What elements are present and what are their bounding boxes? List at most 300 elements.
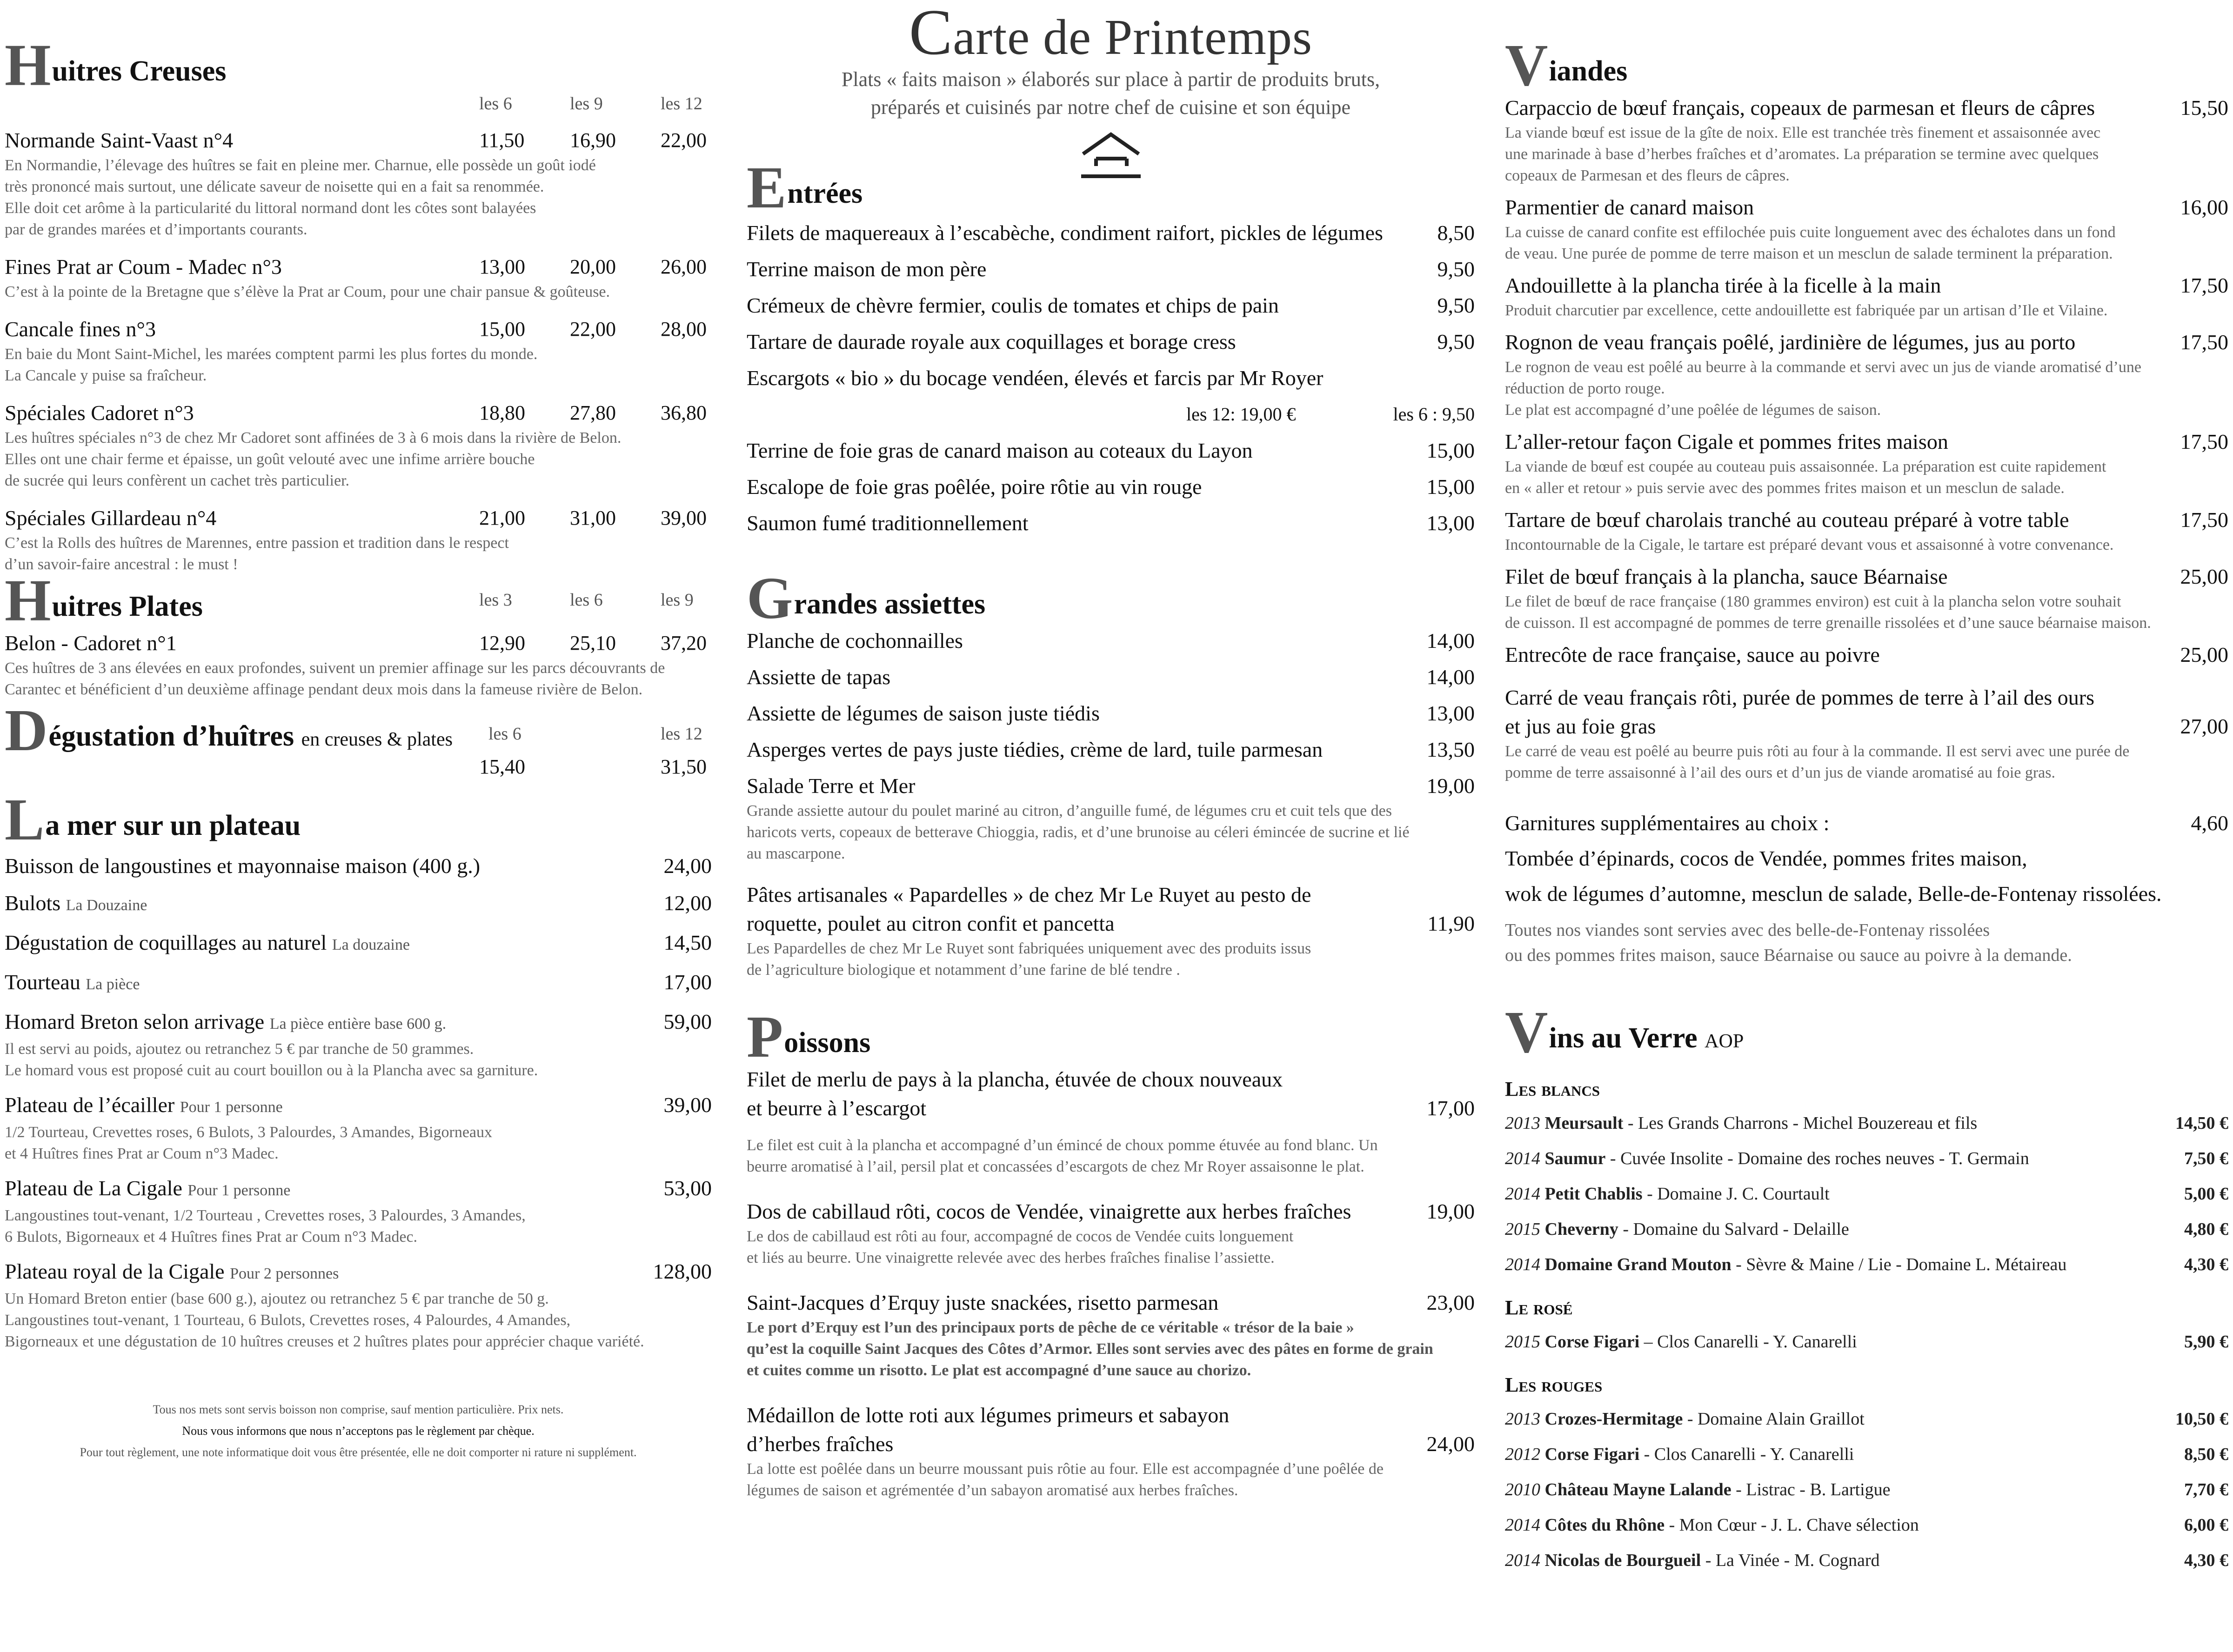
plateau-item-price: 14,50 bbox=[663, 931, 712, 954]
menu-header bbox=[747, 0, 1475, 183]
plateau-item-name: Dégustation de coquillages au naturel La douzaine bbox=[5, 931, 410, 954]
poisson-price: 23,00 bbox=[1426, 1291, 1475, 1314]
viandes-heading-text: iandes bbox=[1549, 55, 1628, 87]
poisson-name: Filet de merlu de pays à la plancha, étuvée de choux nouveaux bbox=[747, 1067, 1283, 1091]
huitres-creuses-description: par de grandes marées et d’importants courants. bbox=[5, 221, 308, 238]
plateau-item-note: Pour 1 personne bbox=[180, 1099, 283, 1116]
entree-item bbox=[747, 291, 1475, 327]
viande-description: Le rognon de veau est poêlé au beurre à la commande et servi avec un jus de viande aromatisé d’une bbox=[1505, 359, 2141, 376]
vins-heading-text: ins au Verre bbox=[1549, 1022, 1698, 1054]
viande-description: Le filet de bœuf de race française (180 grammes environ) est cuit à la plancha selon votre souhait bbox=[1505, 593, 2121, 610]
poisson-name: Dos de cabillaud rôti, cocos de Vendée, vinaigrette aux herbes fraîches bbox=[747, 1199, 1351, 1223]
entree-price: 9,50 bbox=[1437, 257, 1475, 281]
huitres-plates-price: 25,10 bbox=[570, 632, 616, 654]
plateau-item-price: 17,00 bbox=[663, 970, 712, 994]
wine-name: Nicolas de Bourgueil bbox=[1544, 1551, 1701, 1570]
wine-row bbox=[1505, 1507, 2228, 1543]
wine-year: 2013 bbox=[1505, 1409, 1540, 1429]
wine-price: 7,70 € bbox=[2184, 1480, 2228, 1499]
huitres-creuses-price: 18,80 bbox=[479, 401, 525, 424]
entrees-heading-text: ntrées bbox=[787, 178, 863, 209]
poisson-name: et beurre à l’escargot bbox=[747, 1096, 927, 1120]
huitres-creuses-name: Spéciales Cadoret n°3 bbox=[5, 401, 194, 425]
entree-name: Terrine maison de mon père bbox=[747, 257, 987, 281]
wine-category: Le rosé bbox=[1505, 1296, 1573, 1319]
huitres-creuses-price: 28,00 bbox=[661, 318, 707, 340]
plateau-item-note: Pour 2 personnes bbox=[230, 1265, 339, 1282]
escargot-price-6: les 6 : 9,50 bbox=[1393, 404, 1475, 425]
wine-category: Les rouges bbox=[1505, 1373, 1603, 1396]
viande-price: 17,50 bbox=[2180, 273, 2228, 297]
huitres-creuses-description: En Normandie, l’élevage des huîtres se fait en pleine mer. Charnue, elle possède un goût iodé bbox=[5, 157, 596, 174]
huitres-creuses-description: Elles ont une chair ferme et épaisse, un goût velouté avec une infime arrière bouche bbox=[5, 451, 535, 468]
wine-detail: - Cuvée Insolite - Domaine des roches neuves - T. Germain bbox=[1605, 1149, 2029, 1168]
plateau-item-price: 59,00 bbox=[663, 1010, 712, 1033]
degustation-col-1: les 12 bbox=[661, 724, 702, 744]
huitres-creuses-price: 26,00 bbox=[661, 255, 707, 278]
plateau-item bbox=[5, 1257, 712, 1352]
plateau-item-name: Buisson de langoustines et mayonnaise maison (400 g.) bbox=[5, 854, 481, 878]
viande-item bbox=[1505, 93, 2228, 187]
plateau-heading-initial: L bbox=[5, 786, 45, 853]
viande-item bbox=[1505, 328, 2228, 421]
huitres-plates-col-0: les 3 bbox=[479, 590, 512, 610]
huitres-creuses-description: de sucrée qui leurs confèrent un cachet très particulier. bbox=[5, 472, 350, 489]
grande-assiette-name: Asperges vertes de pays juste tiédies, crème de lard, tuile parmesan bbox=[747, 738, 1323, 761]
wine-price: 5,90 € bbox=[2184, 1332, 2228, 1352]
viande-item bbox=[1505, 506, 2228, 556]
plateau-item bbox=[5, 889, 712, 920]
entree-item bbox=[747, 327, 1475, 364]
viande-price: 25,00 bbox=[2180, 643, 2228, 666]
entree-name: Escalope de foie gras poêlée, poire rôtie au vin rouge bbox=[747, 475, 1202, 499]
entree-name: Filets de maquereaux à l’escabèche, condiment raifort, pickles de légumes bbox=[747, 221, 1383, 245]
huitres-plates-description: Ces huîtres de 3 ans élevées en eaux profondes, suivent un premier affinage sur les parcs découvrants de bbox=[5, 659, 665, 677]
huitres-creuses-description: Elle doit cet arôme à la particularité du littoral normand dont les côtes sont balayées bbox=[5, 200, 536, 217]
viande-description: de veau. Une purée de pomme de terre maison et un mesclun de salade terminent la préparation. bbox=[1505, 245, 2113, 262]
entrees-heading bbox=[747, 154, 1475, 220]
poissons-heading-text: oissons bbox=[784, 1027, 871, 1059]
escargot-price-12: les 12: 19,00 € bbox=[1186, 404, 1296, 425]
huitres-plates-col-1: les 6 bbox=[570, 590, 603, 610]
poisson-price: 19,00 bbox=[1426, 1199, 1475, 1223]
viande-name: Carré de veau français rôti, purée de pommes de terre à l’ail des ours bbox=[1505, 686, 2094, 709]
wine-detail: - Domaine Alain Graillot bbox=[1683, 1409, 1865, 1429]
poissons-heading bbox=[747, 1004, 1475, 1070]
viandes-heading bbox=[1505, 32, 2228, 98]
plateau-item-description: Bigorneaux et une dégustation de 10 huîtres creuses et 2 huîtres plates pour apprécier chaque variété. bbox=[5, 1333, 644, 1350]
huitres-creuses-price: 36,80 bbox=[661, 401, 707, 424]
huitres-creuses-price: 31,00 bbox=[570, 506, 616, 529]
viande-description: une marinade à base d’herbes fraîches et d’aromates. La préparation se termine avec quelques bbox=[1505, 146, 2099, 163]
viande-price: 17,50 bbox=[2180, 508, 2228, 532]
huitres-creuses-description: d’un savoir-faire ancestral : le must ! bbox=[5, 556, 238, 573]
plateau-item-note: La douzaine bbox=[332, 936, 410, 953]
poisson-item bbox=[747, 1197, 1475, 1269]
huitres-creuses-name: Fines Prat ar Coum - Madec n°3 bbox=[5, 255, 282, 279]
entree-name: Terrine de foie gras de canard maison au coteaux du Layon bbox=[747, 439, 1253, 462]
viande-description: copeaux de Parmesan et des fleurs de câpres. bbox=[1505, 167, 1790, 184]
plateau-item-note: La pièce entière base 600 g. bbox=[269, 1015, 447, 1032]
wine-detail: - Les Grands Charrons - Michel Bouzereau et fils bbox=[1623, 1113, 1978, 1133]
garnitures-list-1: Tombée d’épinards, cocos de Vendée, pommes frites maison, bbox=[1505, 846, 2027, 870]
huitres-creuses-price: 20,00 bbox=[570, 255, 616, 278]
salade-description: haricots verts, copeaux de betterave Chioggia, radis, et d’une brunoise au céleri émincée de sucrine et lié bbox=[747, 824, 1410, 841]
entree-price: 8,50 bbox=[1437, 221, 1475, 245]
viande-item bbox=[1505, 427, 2228, 499]
poisson-price: 17,00 bbox=[1426, 1096, 1475, 1120]
plateau-item-price: 24,00 bbox=[663, 854, 712, 878]
wine-detail: - Domaine J. C. Courtault bbox=[1642, 1184, 1830, 1204]
plateau-item bbox=[5, 1007, 712, 1081]
garnitures-item bbox=[1505, 809, 2228, 838]
grande-assiette-price: 13,00 bbox=[1426, 701, 1475, 725]
wine-name: Petit Chablis bbox=[1544, 1184, 1643, 1204]
plateau-item bbox=[5, 1174, 712, 1248]
salade-description: Grande assiette autour du poulet mariné au citron, d’anguille fumé, de légumes cru et cuit tels que des bbox=[747, 802, 1392, 819]
plateau-item-description: 6 Bulots, Bigorneaux et 4 Huîtres fines Prat ar Coum n°3 Madec. bbox=[5, 1228, 418, 1246]
pates-name-2: roquette, poulet au citron confit et pancetta bbox=[747, 912, 1115, 935]
huitres-plates-heading-text: uitres Plates bbox=[52, 591, 203, 622]
plateau-item-note: La Douzaine bbox=[66, 897, 147, 914]
wine-price: 6,00 € bbox=[2184, 1515, 2228, 1535]
huitres-creuses-col-1: les 9 bbox=[570, 94, 603, 113]
huitres-creuses-column-headers bbox=[5, 93, 712, 126]
viande-price: 27,00 bbox=[2180, 714, 2228, 738]
entree-name: Escargots « bio » du bocage vendéen, élevés et farcis par Mr Royer bbox=[747, 366, 1324, 390]
plateau-item-price: 53,00 bbox=[663, 1176, 712, 1200]
entree-item bbox=[747, 219, 1475, 255]
entree-price: 15,00 bbox=[1426, 439, 1475, 462]
plateau-item-price: 128,00 bbox=[653, 1259, 712, 1283]
viande-description: pomme de terre assaisonné à l’ail des ours et d’un jus de viande aromatisé au foie gras. bbox=[1505, 764, 2055, 781]
huitres-creuses-heading-initial: H bbox=[5, 32, 51, 98]
entree-item bbox=[747, 364, 1475, 400]
plateau-item bbox=[5, 928, 712, 959]
grande-assiette-price: 13,50 bbox=[1426, 738, 1475, 761]
plateau-item-name: Plateau royal de la Cigale Pour 2 personnes bbox=[5, 1259, 339, 1283]
plateau-item-description: Langoustines tout-venant, 1/2 Tourteau , Crevettes roses, 3 Palourdes, 3 Amandes, bbox=[5, 1207, 526, 1224]
huitres-plates-item bbox=[5, 629, 712, 700]
huitres-creuses-price: 15,00 bbox=[479, 318, 525, 340]
huitres-creuses-heading bbox=[5, 32, 712, 98]
pates-description: Les Papardelles de chez Mr Le Ruyet sont fabriquées uniquement avec des produits issus bbox=[747, 940, 1311, 957]
wine-price: 4,80 € bbox=[2184, 1219, 2228, 1239]
poisson-item bbox=[747, 1065, 1475, 1178]
poisson-description: La lotte est poêlée dans un beurre moussant puis rôtie au four. Elle est accompagnée d’une poêlée de bbox=[747, 1460, 1384, 1478]
plateau-item-name: Tourteau La pièce bbox=[5, 970, 140, 994]
wine-row bbox=[1505, 1472, 2228, 1507]
poisson-name: d’herbes fraîches bbox=[747, 1432, 894, 1456]
degustation-price: 31,50 bbox=[661, 755, 707, 778]
footer-line: Nous vous informons que nous n’acceptons pas le règlement par chèque. bbox=[182, 1424, 535, 1438]
poisson-description: Le port d’Erquy est l’un des principaux ports de pêche de ce véritable « trésor de la baie » bbox=[747, 1319, 1354, 1336]
viande-item bbox=[1505, 562, 2228, 634]
degustation-heading-sub: en creuses & plates bbox=[301, 729, 453, 750]
plateau-item-description: Le homard vous est proposé cuit au court bouillon ou à la Plancha avec sa garniture. bbox=[5, 1062, 538, 1079]
huitres-creuses-price: 39,00 bbox=[661, 506, 707, 529]
plateau-item bbox=[5, 1091, 712, 1165]
grande-assiette-price: 14,00 bbox=[1426, 665, 1475, 689]
entree-name: Tartare de daurade royale aux coquillages et borage cress bbox=[747, 330, 1236, 353]
huitres-creuses-item bbox=[5, 504, 712, 575]
wine-name: Corse Figari bbox=[1544, 1332, 1640, 1352]
grande-assiette-name: Assiette de tapas bbox=[747, 665, 891, 689]
huitres-creuses-price: 27,80 bbox=[570, 401, 616, 424]
plateau-item-name: Plateau de La Cigale Pour 1 personne bbox=[5, 1176, 291, 1200]
plateau-item-note: Pour 1 personne bbox=[187, 1182, 291, 1199]
wine-year: 2012 bbox=[1505, 1445, 1540, 1464]
viande-description: Le carré de veau est poêlé au beurre puis rôti au four à la commande. Il est servi avec une purée de bbox=[1505, 743, 2130, 760]
wine-row bbox=[1505, 1212, 2228, 1247]
wine-row bbox=[1505, 1141, 2228, 1176]
wine-year: 2014 bbox=[1505, 1149, 1540, 1168]
viande-item bbox=[1505, 640, 2228, 669]
huitres-creuses-price: 21,00 bbox=[479, 506, 525, 529]
wine-row bbox=[1505, 1324, 2228, 1359]
viande-description: Incontournable de la Cigale, le tartare est préparé devant vous et assaisonné à votre convenance. bbox=[1505, 536, 2114, 553]
wine-detail: - La Vinée - M. Cognard bbox=[1701, 1551, 1880, 1570]
wine-detail: – Clos Canarelli - Y. Canarelli bbox=[1639, 1332, 1857, 1352]
wine-detail: - Listrac - B. Lartigue bbox=[1731, 1480, 1891, 1499]
wine-year: 2013 bbox=[1505, 1113, 1540, 1133]
wine-year: 2010 bbox=[1505, 1480, 1540, 1499]
menu-title: Carte de Printemps bbox=[909, 0, 1313, 68]
entree-item bbox=[747, 436, 1475, 473]
huitres-creuses-price: 13,00 bbox=[479, 255, 525, 278]
viande-price: 25,00 bbox=[2180, 565, 2228, 588]
huitres-creuses-col-2: les 12 bbox=[661, 94, 702, 113]
viande-item bbox=[1505, 271, 2228, 321]
huitres-creuses-name: Cancale fines n°3 bbox=[5, 317, 156, 341]
wine-detail: - Sèvre & Maine / Lie - Domaine L. Métaireau bbox=[1731, 1255, 2067, 1274]
wine-year: 2015 bbox=[1505, 1219, 1540, 1239]
poisson-price: 24,00 bbox=[1426, 1432, 1475, 1456]
wine-year: 2015 bbox=[1505, 1332, 1540, 1352]
viande-price: 16,00 bbox=[2180, 195, 2228, 219]
wine-price: 5,00 € bbox=[2184, 1184, 2228, 1204]
wine-price: 10,50 € bbox=[2175, 1409, 2228, 1429]
entree-price: 9,50 bbox=[1437, 293, 1475, 317]
wine-name: Côtes du Rhône bbox=[1544, 1515, 1665, 1535]
wine-row bbox=[1505, 1543, 2228, 1578]
huitres-creuses-price: 22,00 bbox=[661, 129, 707, 152]
poisson-description: Le filet est cuit à la plancha et accompagné d’un émincé de choux pomme étuvée au fond blanc. Un bbox=[747, 1137, 1378, 1154]
plateau-item-description: Il est servi au poids, ajoutez ou retranchez 5 € par tranche de 50 grammes. bbox=[5, 1040, 474, 1058]
degustation-price: 15,40 bbox=[479, 755, 525, 778]
huitres-plates-price: 12,90 bbox=[479, 632, 525, 654]
plateau-item-description: et 4 Huîtres fines Prat ar Coum n°3 Madec. bbox=[5, 1145, 279, 1162]
wine-name: Domaine Grand Mouton bbox=[1544, 1255, 1732, 1274]
plateau-item bbox=[5, 968, 712, 999]
entrees-heading-initial: E bbox=[747, 154, 787, 220]
wine-name: Cheverny bbox=[1544, 1219, 1618, 1239]
plateau-item-name: Bulots La Douzaine bbox=[5, 891, 147, 915]
huitres-creuses-col-0: les 6 bbox=[479, 94, 512, 113]
wine-row bbox=[1505, 1106, 2228, 1141]
huitres-creuses-name: Normande Saint-Vaast n°4 bbox=[5, 128, 234, 152]
grande-assiette-name: Assiette de légumes de saison juste tiédis bbox=[747, 701, 1100, 725]
viande-item bbox=[1505, 193, 2228, 265]
poisson-description: qu’est la coquille Saint Jacques des Côtes d’Armor. Elles sont servies avec des pâtes en forme de grain bbox=[747, 1340, 1433, 1358]
grande-assiette-item bbox=[747, 663, 1475, 699]
viande-price: 17,50 bbox=[2180, 330, 2228, 354]
wine-year: 2014 bbox=[1505, 1515, 1540, 1535]
wine-category: Les blancs bbox=[1505, 1078, 1600, 1100]
footer-line: Pour tout règlement, une note informatique doit vous être présentée, elle ne doit comporter ni rature ni supplément. bbox=[80, 1446, 637, 1459]
huitres-creuses-description: C’est à la pointe de la Bretagne que s’élève la Prat ar Coum, pour une chair pansue & goûteuse. bbox=[5, 283, 610, 300]
grande-assiette-name: Planche de cochonnailles bbox=[747, 629, 963, 653]
pates-price: 11,90 bbox=[1427, 912, 1475, 935]
grandes-assiettes-heading-initial: G bbox=[747, 565, 793, 631]
degustation-block bbox=[5, 697, 712, 763]
plateau-item-name: Plateau de l’écailler Pour 1 personne bbox=[5, 1093, 283, 1117]
wine-name: Corse Figari bbox=[1544, 1445, 1640, 1464]
huitres-creuses-description: très prononcé mais surtout, une délicate saveur de noisette qui en a fait sa renommée. bbox=[5, 178, 544, 195]
poisson-item bbox=[747, 1288, 1475, 1381]
entree-item bbox=[747, 255, 1475, 291]
viande-description: La viande de bœuf est coupée au couteau puis assaisonnée. La préparation est cuite rapidement bbox=[1505, 458, 2106, 475]
wine-name: Crozes-Hermitage bbox=[1544, 1409, 1683, 1429]
entree-name: Saumon fumé traditionnellement bbox=[747, 511, 1029, 535]
wine-price: 4,30 € bbox=[2184, 1255, 2228, 1274]
entree-price: 9,50 bbox=[1437, 330, 1475, 353]
viande-description: La cuisse de canard confite est effilochée puis cuite longuement avec des échalotes dans un fond bbox=[1505, 224, 2116, 241]
poisson-description: légumes de saison et agrémentée d’un sabayon aromatisé aux herbes fraîches. bbox=[747, 1482, 1238, 1499]
vins-heading-initial: V bbox=[1505, 999, 1548, 1065]
huitres-plates-name: Belon - Cadoret n°1 bbox=[5, 631, 177, 655]
viande-name: Parmentier de canard maison bbox=[1505, 195, 1754, 219]
escargot-prices bbox=[747, 400, 1475, 436]
pates-item bbox=[747, 880, 1475, 938]
poisson-name: Médaillon de lotte roti aux légumes primeurs et sabayon bbox=[747, 1403, 1230, 1427]
viande-description: de cuisson. Il est accompagné de pommes de terre grenaille rissolées et d’une sauce béarnaise maison. bbox=[1505, 614, 2151, 632]
viandes-note: ou des pommes frites maison, sauce Béarnaise ou sauce au poivre à la demande. bbox=[1505, 946, 2072, 965]
huitres-plates-heading-initial: H bbox=[5, 567, 51, 633]
plateau-heading-text: a mer sur un plateau bbox=[45, 810, 301, 841]
huitres-creuses-price: 16,90 bbox=[570, 129, 616, 152]
huitres-creuses-price: 11,50 bbox=[479, 129, 525, 152]
plateau-item-description: Langoustines tout-venant, 1 Tourteau, 6 Bulots, Crevettes roses, 4 Palourdes, 4 Amandes, bbox=[5, 1312, 571, 1329]
grande-assiette-price: 14,00 bbox=[1426, 629, 1475, 653]
entree-price: 15,00 bbox=[1426, 475, 1475, 499]
viande-name: Rognon de veau français poêlé, jardinière de légumes, jus au porto bbox=[1505, 330, 2076, 354]
huitres-creuses-description: C’est la Rolls des huîtres de Marennes, entre passion et tradition dans le respect bbox=[5, 534, 509, 552]
plateau-item-note: La pièce bbox=[86, 976, 140, 993]
wine-year: 2014 bbox=[1505, 1551, 1540, 1570]
wine-name: Château Mayne Lalande bbox=[1544, 1480, 1732, 1499]
wine-row bbox=[1505, 1437, 2228, 1472]
wine-detail: - Clos Canarelli - Y. Canarelli bbox=[1639, 1445, 1854, 1464]
huitres-creuses-item bbox=[5, 399, 712, 492]
viandes-note: Toutes nos viandes sont servies avec des belle-de-Fontenay rissolées bbox=[1505, 920, 1990, 940]
grande-assiette-name: Salade Terre et Mer bbox=[747, 774, 916, 798]
huitres-creuses-description: En baie du Mont Saint-Michel, les marées comptent parmi les plus fortes du monde. bbox=[5, 346, 538, 363]
plateau-item-price: 39,00 bbox=[663, 1093, 712, 1117]
huitres-creuses-price: 22,00 bbox=[570, 318, 616, 340]
viande-description: Le plat est accompagné d’une poêlée de légumes de saison. bbox=[1505, 401, 1881, 419]
grandes-assiettes-heading-text: randes assiettes bbox=[794, 588, 986, 620]
pates-name-1: Pâtes artisanales « Papardelles » de chez Mr Le Ruyet au pesto de bbox=[747, 883, 1311, 906]
wine-detail: - Domaine du Salvard - Delaille bbox=[1618, 1219, 1849, 1239]
viande-description: Produit charcutier par excellence, cette andouillette est fabriquée par un artisan d’Ile et Vilaine. bbox=[1505, 302, 2108, 319]
degustation-heading-initial: D bbox=[5, 697, 48, 763]
viande-name: Andouillette à la plancha tirée à la ficelle à la main bbox=[1505, 273, 1941, 297]
wine-year: 2014 bbox=[1505, 1184, 1540, 1204]
pates-description: de l’agriculture biologique et notamment d’une farine de blé tendre . bbox=[747, 961, 1180, 979]
menu-subtitle-line-1: Plats « faits maison » élaborés sur place à partir de produits bruts, bbox=[841, 68, 1380, 91]
poisson-name: Saint-Jacques d’Erquy juste snackées, risetto parmesan bbox=[747, 1291, 1219, 1314]
entree-name: Crémeux de chèvre fermier, coulis de tomates et chips de pain bbox=[747, 293, 1279, 317]
wine-detail: - Mon Cœur - J. L. Chave sélection bbox=[1665, 1515, 1919, 1535]
grande-assiette-item bbox=[747, 699, 1475, 735]
wine-row bbox=[1505, 1247, 2228, 1282]
huitres-plates-description: Carantec et bénéficient d’un deuxième affinage pendant deux mois dans la fameuse rivière de Belon. bbox=[5, 681, 643, 698]
grande-assiette-item bbox=[747, 626, 1475, 663]
wine-price: 4,30 € bbox=[2184, 1551, 2228, 1570]
poisson-description: et liés au beurre. Une vinaigrette relevée avec des herbes fraîches finalise l’assiette. bbox=[747, 1249, 1275, 1266]
poissons-heading-initial: P bbox=[747, 1004, 783, 1070]
plateau-item-name: Homard Breton selon arrivage La pièce entière base 600 g. bbox=[5, 1010, 447, 1033]
grande-assiette-item bbox=[747, 735, 1475, 772]
huitres-creuses-description: Les huîtres spéciales n°3 de chez Mr Cadoret sont affinées de 3 à 6 mois dans la rivière de Belon. bbox=[5, 429, 622, 446]
degustation-col-0: les 6 bbox=[488, 724, 521, 744]
garnitures-label: Garnitures supplémentaires au choix : bbox=[1505, 811, 1830, 835]
viande-description: La viande bœuf est issue de la gîte de noix. Elle est tranchée très finement et assaisonnée avec bbox=[1505, 124, 2101, 141]
huitres-creuses-item bbox=[5, 315, 712, 386]
huitres-creuses-heading-text: uitres Creuses bbox=[52, 55, 227, 87]
viande-name: Entrecôte de race française, sauce au poivre bbox=[1505, 643, 1880, 666]
plateau-heading bbox=[5, 786, 712, 853]
vins-heading bbox=[1505, 999, 2228, 1065]
huitres-plates-price: 37,20 bbox=[661, 632, 707, 654]
wine-price: 7,50 € bbox=[2184, 1149, 2228, 1168]
viande-name: et jus au foie gras bbox=[1505, 714, 1656, 738]
entree-price: 13,00 bbox=[1426, 511, 1475, 535]
poisson-item bbox=[747, 1401, 1475, 1501]
viande-item bbox=[1505, 683, 2228, 784]
poisson-description: beurre aromatisé à l’ail, persil plat et concassées d’escargots de chez Mr Royer assaisonne le plat. bbox=[747, 1158, 1364, 1175]
grandes-assiettes-heading bbox=[747, 565, 1475, 631]
wine-price: 8,50 € bbox=[2184, 1445, 2228, 1464]
huitres-plates-col-2: les 9 bbox=[661, 590, 694, 610]
viande-price: 15,50 bbox=[2180, 96, 2228, 120]
wine-row bbox=[1505, 1176, 2228, 1212]
viande-description: réduction de porto rouge. bbox=[1505, 380, 1665, 397]
viande-name: Filet de bœuf français à la plancha, sauce Béarnaise bbox=[1505, 565, 1948, 588]
wine-name: Meursault bbox=[1544, 1113, 1624, 1133]
wine-row bbox=[1505, 1401, 2228, 1437]
huitres-plates-heading bbox=[5, 567, 712, 633]
viande-price: 17,50 bbox=[2180, 430, 2228, 453]
plateau-item bbox=[5, 852, 712, 880]
garnitures-list-2: wok de légumes d’automne, mesclun de salade, Belle-de-Fontenay rissolées. bbox=[1505, 882, 2162, 906]
vins-heading-sub: AOP bbox=[1705, 1031, 1744, 1052]
plateau-item-description: 1/2 Tourteau, Crevettes roses, 6 Bulots, 3 Palourdes, 3 Amandes, Bigorneaux bbox=[5, 1124, 493, 1141]
garnitures-price: 4,60 bbox=[2191, 811, 2228, 835]
viande-name: Tartare de bœuf charolais tranché au couteau préparé à votre table bbox=[1505, 508, 2069, 532]
salade-description: au mascarpone. bbox=[747, 845, 845, 862]
footer-line: Tous nos mets sont servis boisson non comprise, sauf mention particulière. Prix nets. bbox=[153, 1403, 564, 1416]
viande-name: L’aller-retour façon Cigale et pommes frites maison bbox=[1505, 430, 1948, 453]
viandes-heading-initial: V bbox=[1505, 32, 1548, 98]
wine-name: Saumur bbox=[1544, 1149, 1606, 1168]
footer-notes bbox=[5, 1399, 712, 1463]
grande-assiette-price: 19,00 bbox=[1426, 774, 1475, 798]
plateau-item-description: Un Homard Breton entier (base 600 g.), ajoutez ou retranchez 5 € par tranche de 50 g. bbox=[5, 1290, 549, 1307]
degustation-prices bbox=[5, 753, 712, 781]
degustation-heading-text: égustation d’huîtres bbox=[48, 720, 294, 752]
